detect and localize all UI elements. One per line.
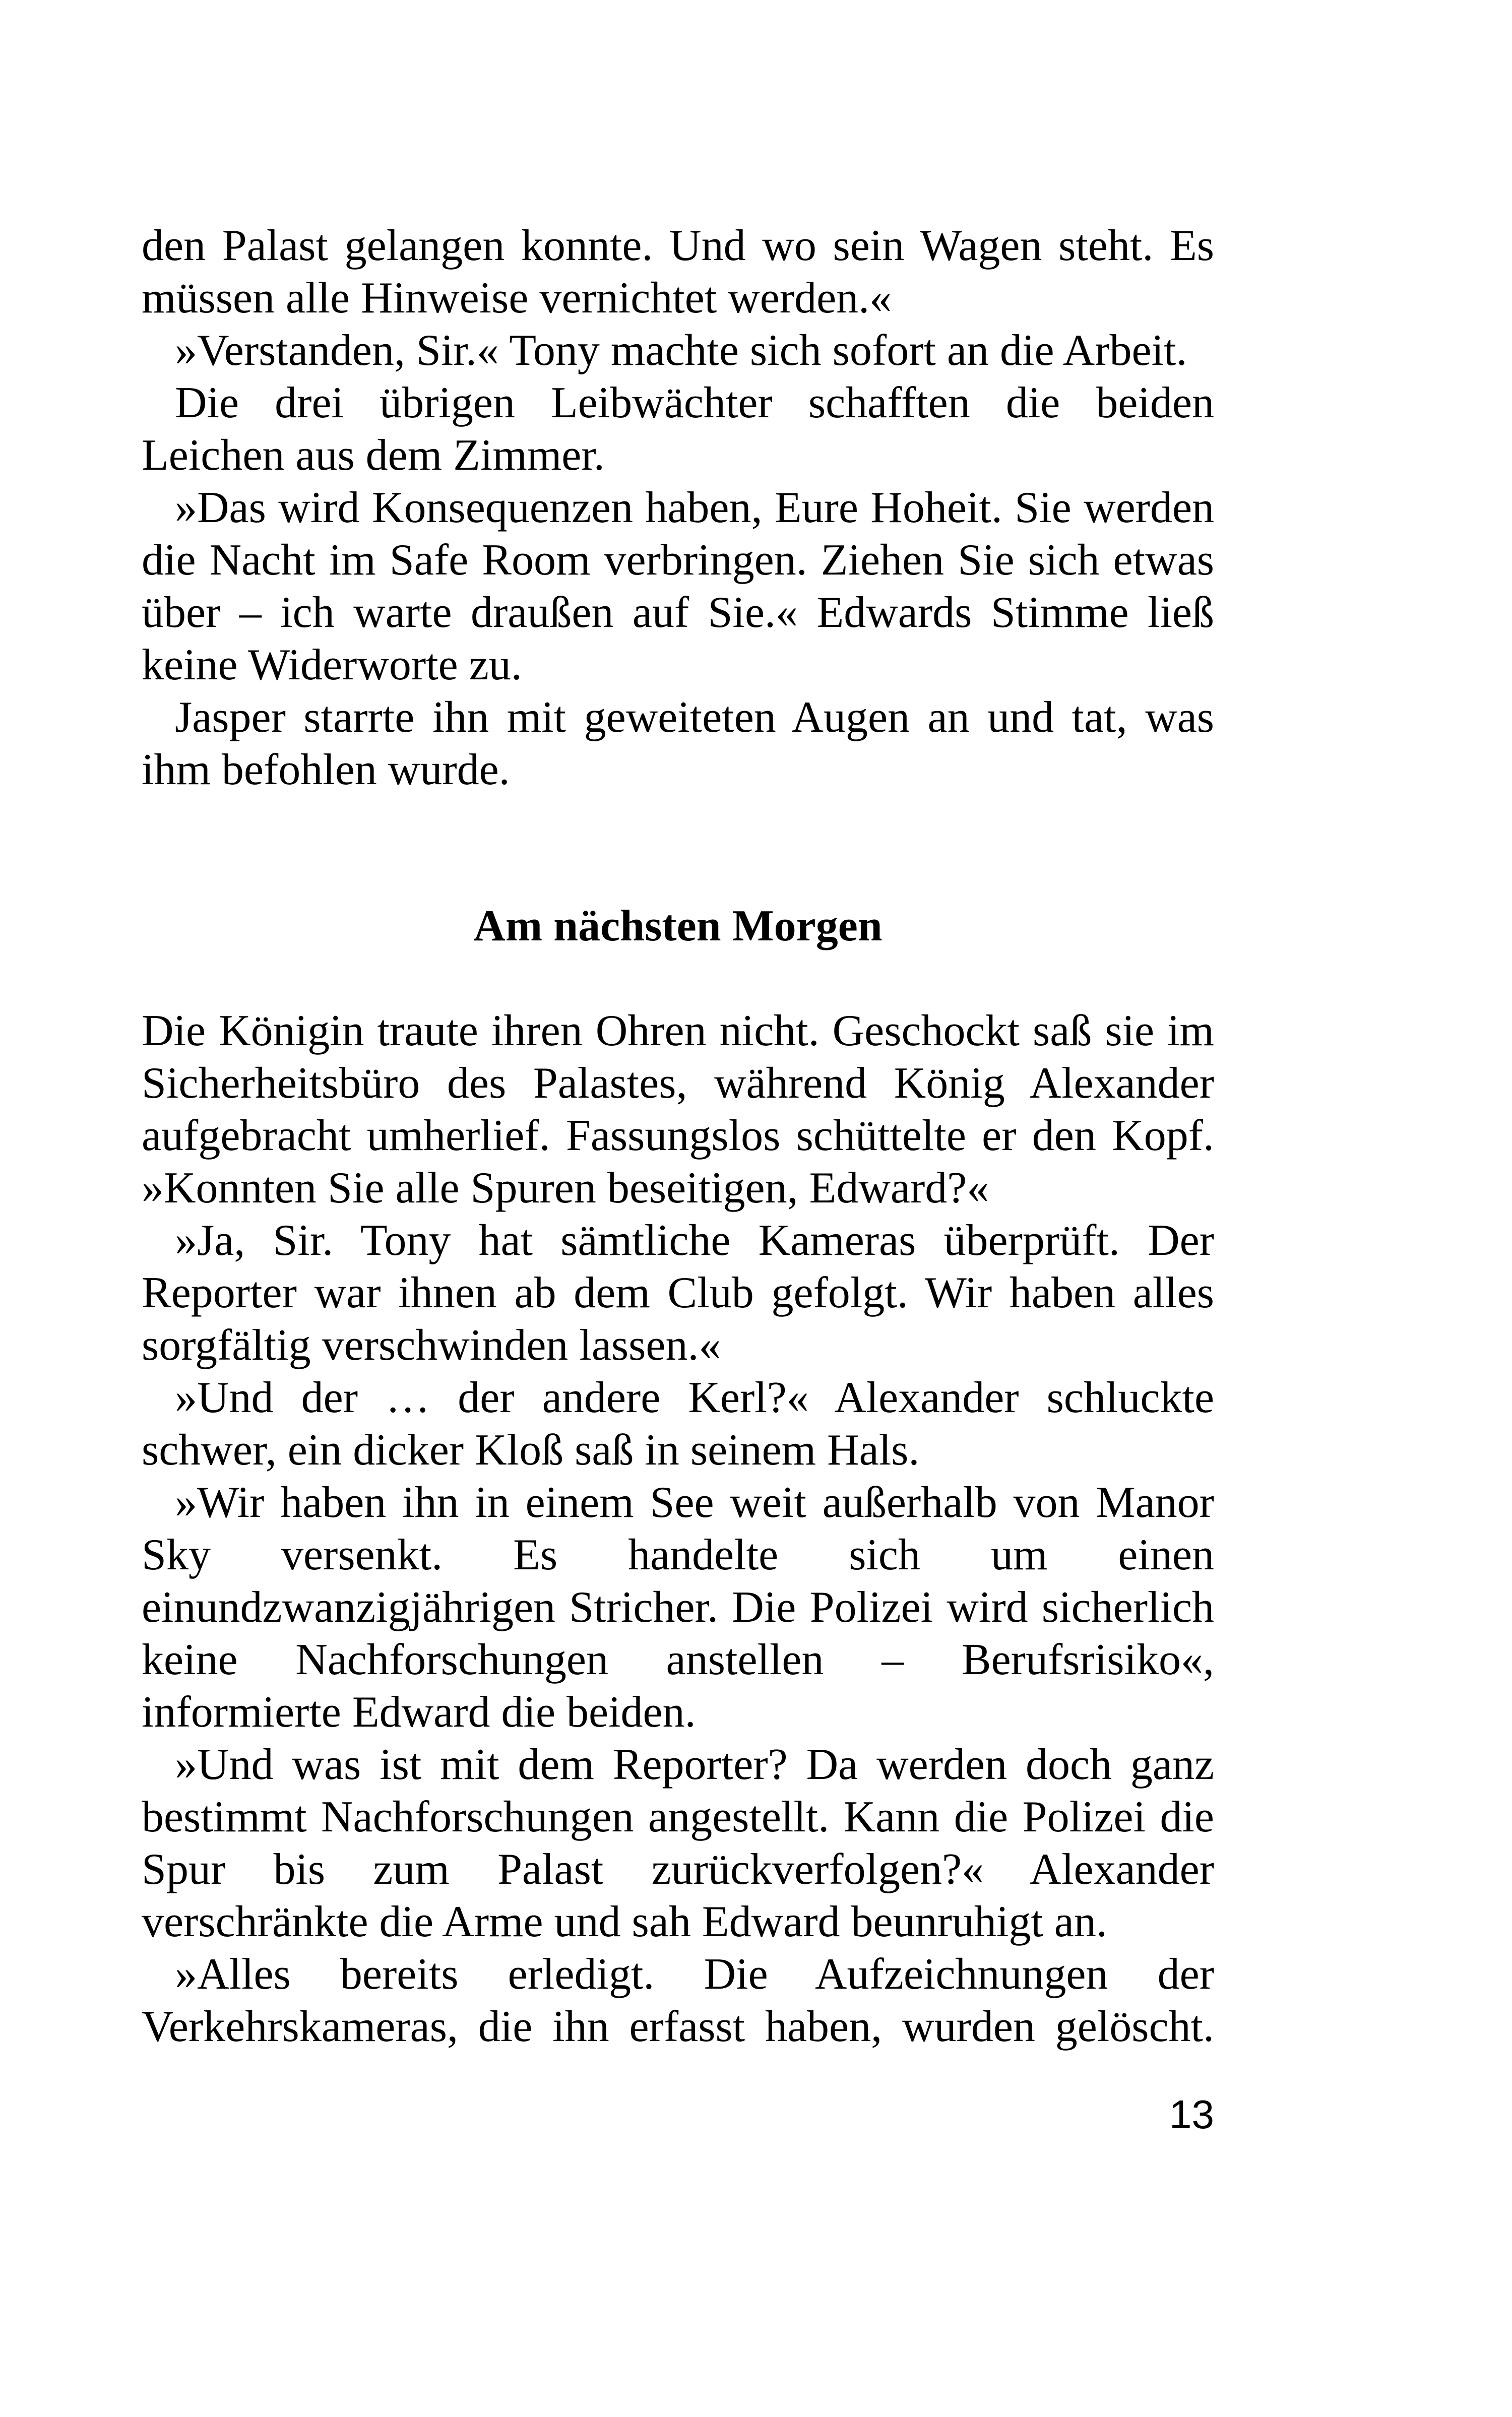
paragraph: Jasper starrte ihn mit geweiteten Augen an und tat, was ihm befohlen wurde. xyxy=(142,693,1214,794)
paragraph: »Verstanden, Sir.« Tony machte sich sofort an die Arbeit. xyxy=(175,326,1187,375)
text-block-top xyxy=(142,220,1214,796)
paragraph: »Alles bereits erledigt. Die Aufzeichnungen der Verkehrskameras, die ihn erfasst haben, wurden gelöscht. xyxy=(142,1950,1214,2051)
paragraph: »Das wird Konsequenzen haben, Eure Hoheit. Sie werden die Nacht im Safe Room verbringen. Ziehen Sie sich etwas über – ich warte draußen auf Sie.« Edwards Stimme ließ keine Widerworte zu. xyxy=(142,483,1214,689)
paragraph: »Und der … der andere Kerl?« Alexander schluckte schwer, ein dicker Kloß saß in seinem Hals. xyxy=(142,1373,1214,1475)
paragraph: Die Königin traute ihren Ohren nicht. Geschockt saß sie im Sicherheitsbüro des Palastes, während König Alexander aufgebracht umherlief. Fassungslos schüttelte er den Kopf. »Konnten Sie alle Spuren beseitigen, Edward?« xyxy=(142,1006,1214,1213)
section-heading: Am nächsten Morgen xyxy=(473,902,883,950)
paragraph: Die drei übrigen Leibwächter schafften die beiden Leichen aus dem Zimmer. xyxy=(142,378,1214,480)
paragraph: »Ja, Sir. Tony hat sämtliche Kameras überprüft. Der Reporter war ihnen ab dem Club gefolgt. Wir haben alles sorgfältig verschwinden lassen.« xyxy=(142,1216,1214,1370)
paragraph: den Palast gelangen konnte. Und wo sein Wagen steht. Es müssen alle Hinweise vernichtet werden.« xyxy=(142,221,1214,323)
text-block-bottom xyxy=(142,1005,1214,2053)
paragraph: »Und was ist mit dem Reporter? Da werden doch ganz bestimmt Nachforschungen angestellt. Kann die Polizei die Spur bis zum Palast zurückverfolgen?« Alexander verschränkte die Arme und sah Edward beunruhigt an. xyxy=(142,1740,1214,1946)
paragraph: »Wir haben ihn in einem See weit außerhalb von Manor Sky versenkt. Es handelte sich um einen einundzwanzigjährigen Stricher. Die Polizei wird sicherlich keine Nachforschungen anstellen – Berufsrisiko«, informierte Edward die beiden. xyxy=(142,1478,1214,1737)
page-number: 13 xyxy=(1169,2092,1214,2137)
